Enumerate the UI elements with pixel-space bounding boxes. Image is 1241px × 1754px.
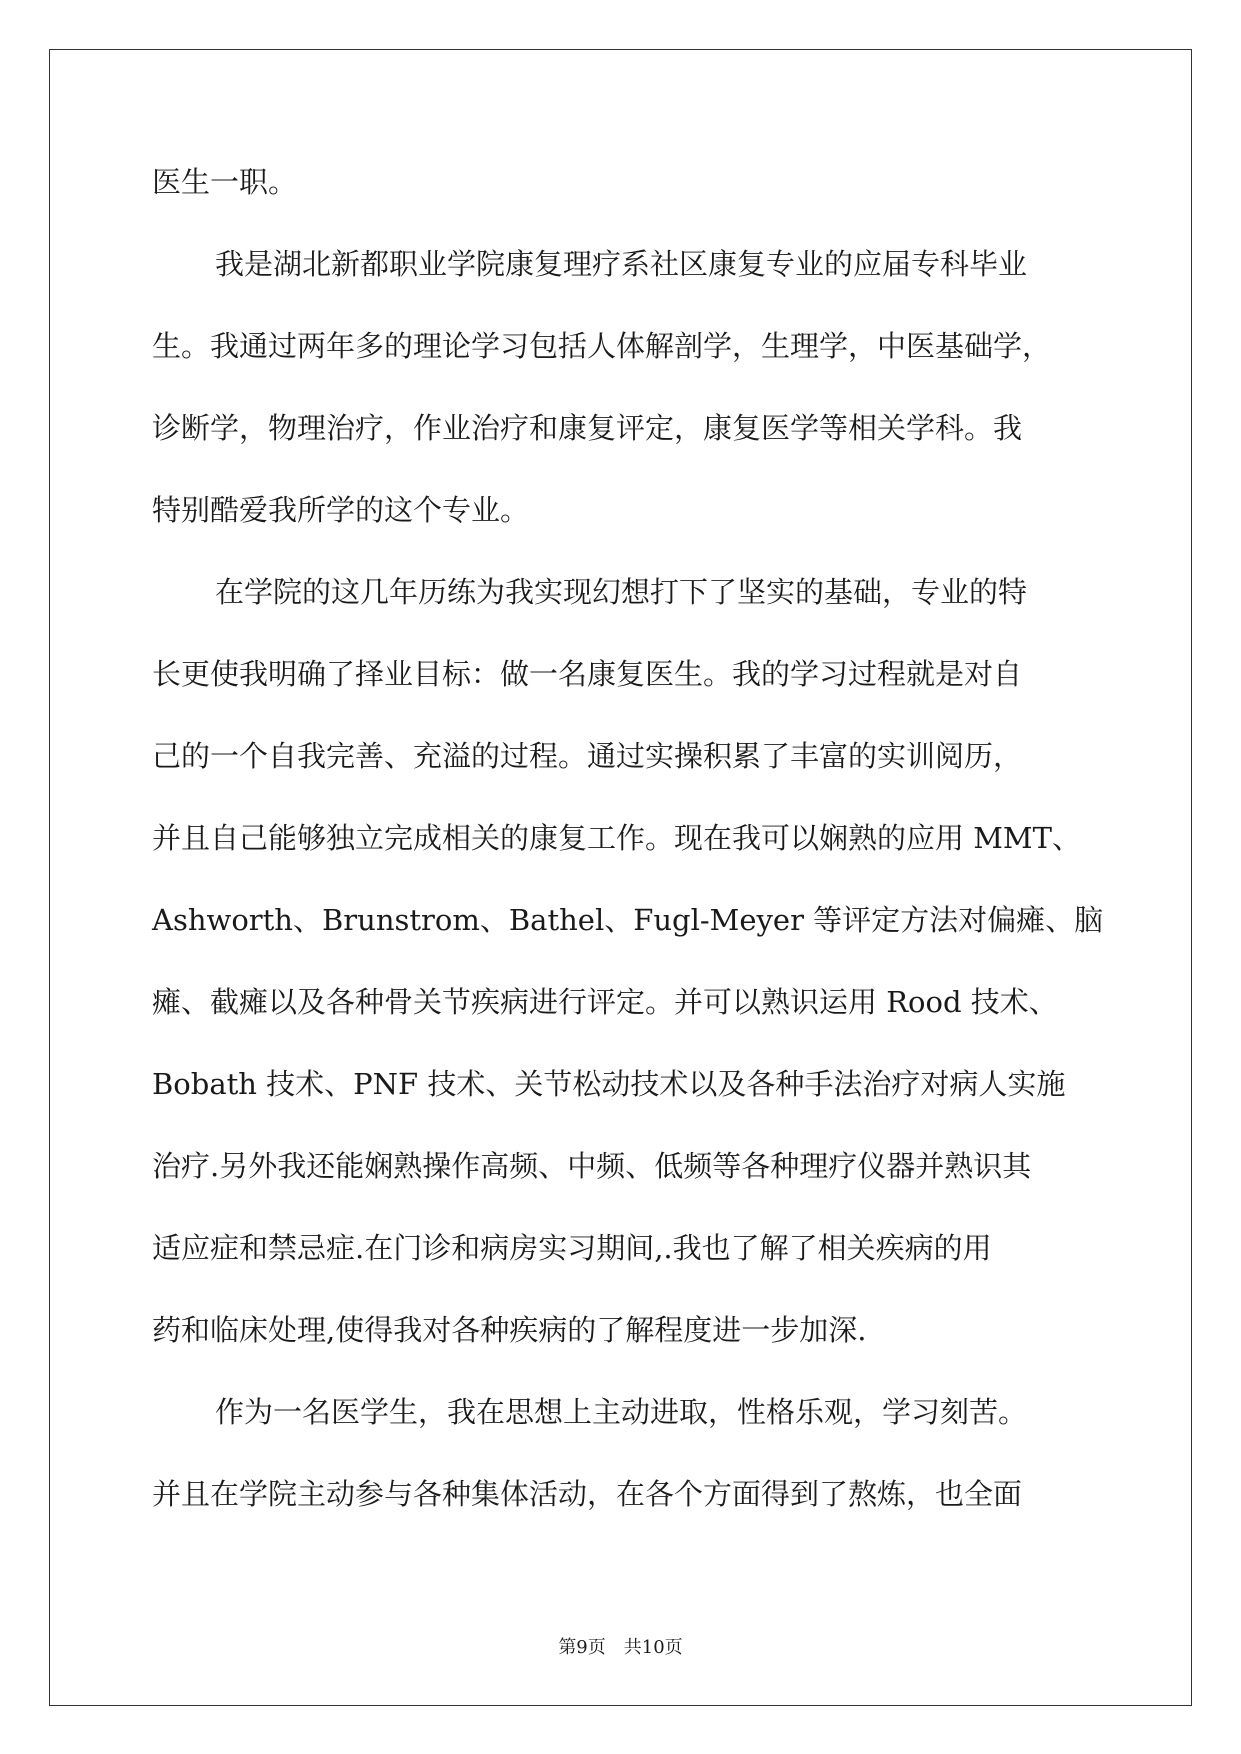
text-line: 己的一个自我完善、充溢的过程。通过实操积累了丰富的实训阅历， [152,739,1023,773]
page-footer [0,1633,1241,1659]
document-body [152,162,1104,1556]
text-line: 在学院的这几年历练为我实现幻想打下了坚实的基础，专业的特 [215,575,1028,609]
text-line: 瘫、截瘫以及各种骨关节疾病进行评定。并可以熟识运用 Rood 技术、 [152,985,1058,1019]
text-line: 并且在学院主动参与各种集体活动，在各个方面得到了熬炼，也全面 [152,1477,1023,1511]
text-line: Bobath 技术、PNF 技术、关节松动技术以及各种手法治疗对病人实施 [152,1067,1066,1101]
text-line: 长更使我明确了择业目标：做一名康复医生。我的学习过程就是对自 [152,657,1023,691]
text-line: Ashworth、Brunstrom、Bathel、Fugl-Meyer 等评定方法对偏瘫、脑 [152,903,1104,937]
text-line: 特别酷爱我所学的这个专业。 [152,493,530,527]
page-number: 第9页 [558,1637,606,1658]
text-line: 药和临床处理,使得我对各种疾病的了解程度进一步加深. [152,1313,867,1347]
text-line: 作为一名医学生，我在思想上主动进取，性格乐观，学习刻苦。 [215,1395,1028,1429]
text-line: 医生一职。 [152,165,298,199]
text-line: 我是湖北新都职业学院康复理疗系社区康复专业的应届专科毕业 [215,247,1028,281]
page-total: 共10页 [623,1637,683,1658]
text-line: 适应症和禁忌症.在门诊和病房实习期间,.我也了解了相关疾病的用 [152,1231,992,1265]
text-line: 并且自己能够独立完成相关的康复工作。现在我可以娴熟的应用 MMT、 [152,821,1081,855]
text-line: 诊断学，物理治疗，作业治疗和康复评定，康复医学等相关学科。我 [152,411,1023,445]
text-line: 治疗.另外我还能娴熟操作高频、中频、低频等各种理疗仪器并熟识其 [152,1149,1032,1183]
text-line: 生。我通过两年多的理论学习包括人体解剖学，生理学，中医基础学， [152,329,1052,363]
